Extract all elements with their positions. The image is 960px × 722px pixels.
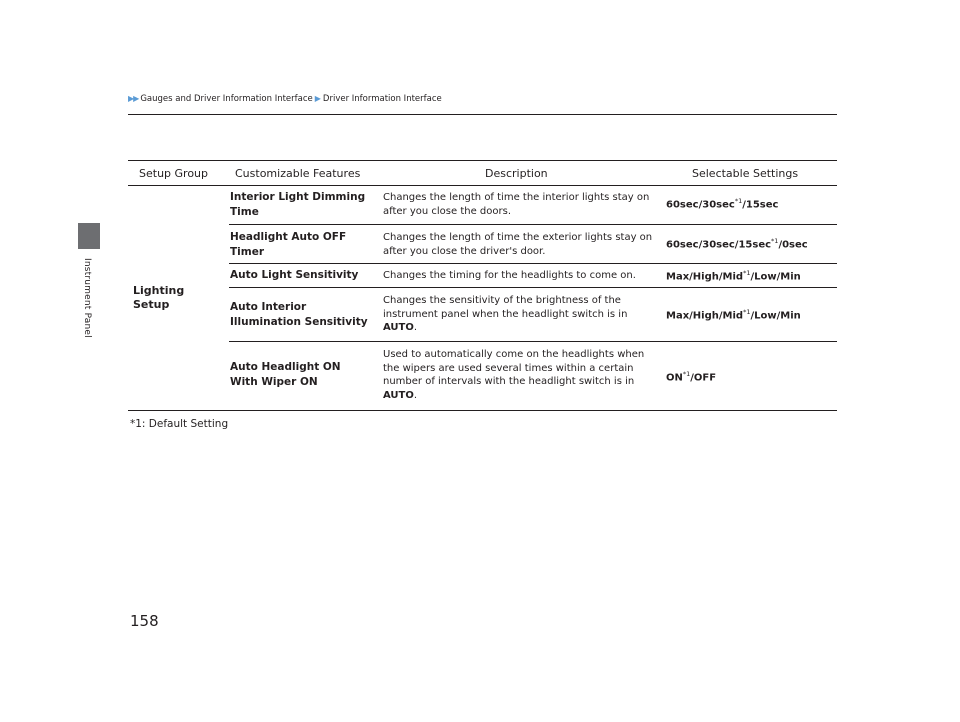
footnote: *1: Default Setting: [130, 418, 229, 430]
table-header: [128, 160, 837, 186]
feature-settings: Max/High/Mid$^{*1}$/Low/Min: [666, 308, 801, 322]
breadcrumb-part-2[interactable]: Driver Information Interface: [322, 94, 442, 104]
feature-description: Changes the length of time the interior lights stay on after you close the doors.: [383, 192, 650, 217]
feature-settings: Max/High/Mid$^{*1}$/Low/Min: [666, 269, 801, 283]
breadcrumb-arrow-icon: ▶▶: [128, 94, 139, 103]
header-selectable-settings: Selectable Settings: [692, 167, 799, 180]
chapter-tab: [78, 223, 100, 249]
header-customizable-features: Customizable Features: [235, 167, 361, 180]
breadcrumb-arrow-icon: ▶: [314, 94, 321, 103]
breadcrumb: [128, 94, 442, 104]
feature-name: Auto Headlight ON With Wiper ON: [230, 361, 341, 388]
header-setup-group: Setup Group: [139, 167, 209, 180]
feature-settings: $60\sec/30\sec^{*1}/15\sec$: [666, 197, 779, 211]
breadcrumb-part-1[interactable]: Gauges and Driver Information Interface: [140, 94, 313, 104]
setup-group-label: Lighting Setup: [133, 284, 185, 311]
feature-description: Changes the sensitivity of the brightness of the instrument panel when the headlight switch is in AUTO.: [383, 295, 628, 333]
feature-name: Headlight Auto OFF Timer: [230, 231, 347, 258]
feature-description: Used to automatically come on the headlights when the wipers are used several times within a certain number of intervals with the headlight switch is in AUTO.: [383, 349, 645, 401]
feature-description: Changes the length of time the exterior lights stay on after you close the driver's door.: [383, 232, 653, 257]
chapter-label: Instrument Panel: [82, 258, 92, 338]
feature-settings: $60\sec/30\sec/15\sec^{*1}/0\sec$: [666, 237, 808, 251]
header-rule: [128, 114, 837, 115]
feature-description: Changes the timing for the headlights to come on.: [383, 270, 636, 281]
feature-settings: ON$^{*1}$/OFF: [666, 370, 717, 384]
feature-name: Interior Light Dimming Time: [230, 191, 366, 218]
page-number: 158: [130, 612, 159, 630]
feature-name: Auto Light Sensitivity: [230, 269, 359, 281]
header-description: Description: [485, 167, 548, 180]
feature-name: Auto Interior Illumination Sensitivity: [230, 301, 368, 328]
setup-group-lighting: [133, 284, 193, 312]
